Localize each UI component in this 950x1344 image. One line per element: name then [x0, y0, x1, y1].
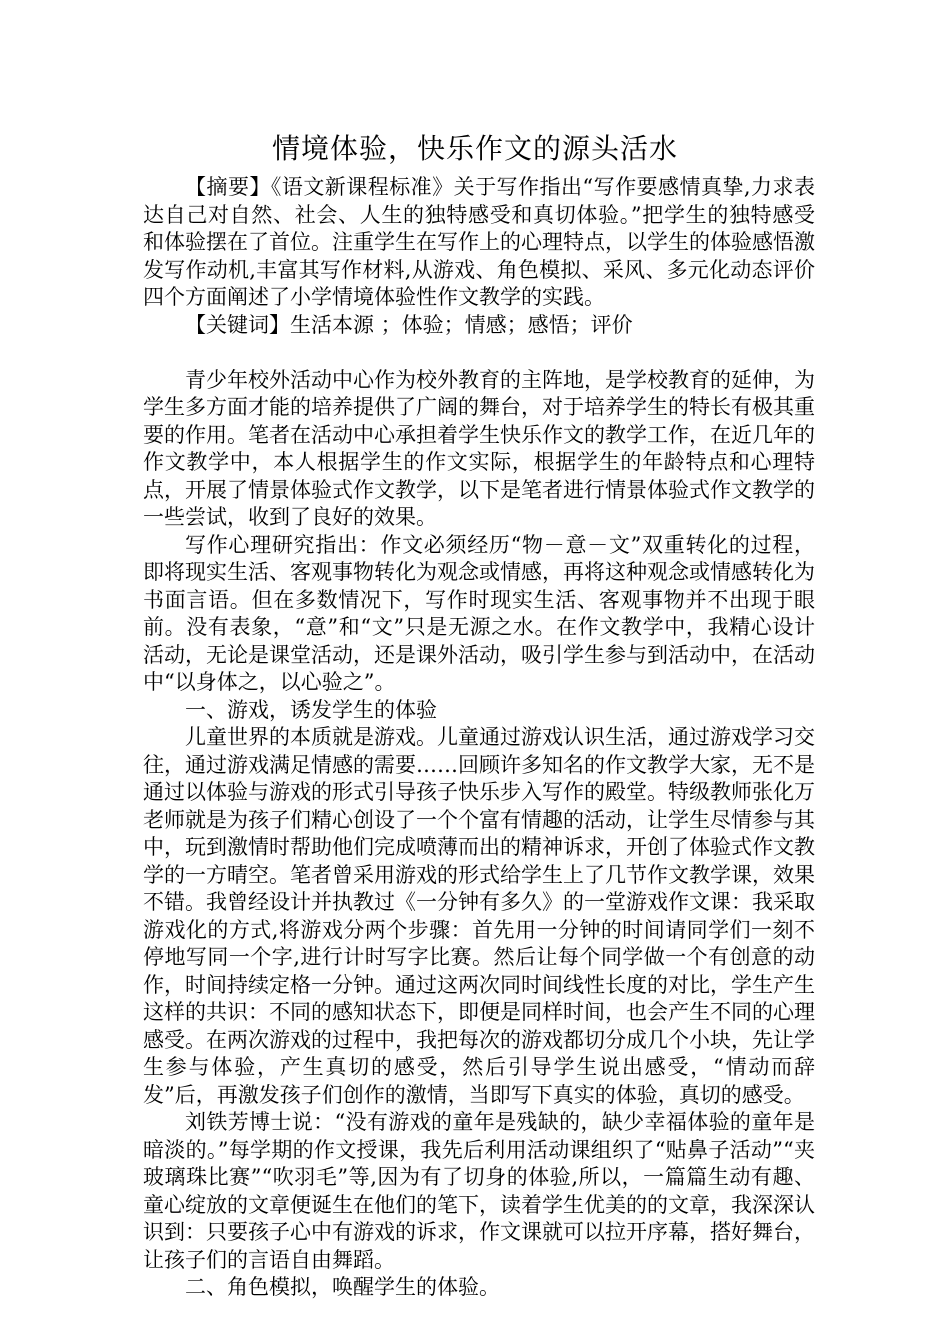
section-heading: 一、游戏，诱发学生的体验	[185, 697, 437, 722]
body-paragraph: 儿童世界的本质就是游戏。儿童通过游戏认识生活，通过游戏学习交往，通过游戏满足情感的需要……回顾许多知名的作文教学大家，无不是通过以体验与游戏的形式引导孩子快乐步入写作的殿堂。特级教师张化万老师就是为孩子们精心创设了一个个富有情趣的活动，让学生尽情参与其中，玩到激情时帮助他们完成喷薄而出的精神诉求，开创了体验式作文教学的一方晴空。笔者曾采用游戏的形式给学生上了几节作文教学课，效果不错。我曾经设计并执教过《一分钟有多久》的一堂游戏作文课：我采取游戏化的方式,将游戏分两个步骤：首先用一分钟的时间请同学们一刻不停地写同一个字,进行计时写字比赛。然后让每个同学做一个有创意的动作，时间持续定格一分钟。通过这两次同时间线性长度的对比，学生产生这样的共识：不同的感知状态下，即便是同样时间，也会产生不同的心理感受。在两次游戏的过程中，我把每次的游戏都切分成几个小块，先让学生参与体验，产生真切的感受，然后引导学生说出感受，“情动而辞发”后，再激发孩子们创作的激情，当即写下真实的体验，真切的感受。	[143, 725, 815, 1107]
keywords-paragraph: 【关键词】生活本源 ；体验；情感；感悟；评价	[185, 312, 633, 337]
body-paragraph: 刘铁芳博士说：“没有游戏的童年是残缺的，缺少幸福体验的童年是暗淡的。”每学期的作文授课，我先后利用活动课组织了“贴鼻子活动”“夹玻璃珠比赛”“吹羽毛”等,因为有了切身的体验,所以，一篇篇生动有趣、童心绽放的文章便诞生在他们的笔下，读着学生优美的的文章，我深深认识到：只要孩子心中有游戏的诉求，作文课就可以拉开序幕，搭好舞台，让孩子们的言语自由舞蹈。	[143, 1110, 815, 1272]
abstract-paragraph: 【摘要】《语文新课程标准》关于写作指出“写作要感情真挚,力求表达自己对自然、社会、人生的独特感受和真切体验。”把学生的独特感受和体验摆在了首位。注重学生在写作上的心理特点，以学生的体验感悟激发写作动机,丰富其写作材料,从游戏、角色模拟、采风、多元化动态评价四个方面阐述了小学情境体验性作文教学的实践。	[143, 175, 815, 309]
document-title: 情境体验，快乐作文的源头活水	[271, 132, 678, 165]
body-paragraph: 青少年校外活动中心作为校外教育的主阵地，是学校教育的延伸，为学生多方面才能的培养提供了广阔的舞台，对于培养学生的特长有极其重要的作用。笔者在活动中心承担着学生快乐作文的教学工作，在近几年的作文教学中，本人根据学生的作文实际，根据学生的年龄特点和心理特点，开展了情景体验式作文教学，以下是笔者进行情景体验式作文教学的一些尝试，收到了良好的效果。	[143, 367, 815, 529]
body-paragraph: 写作心理研究指出：作文必须经历“物－意－文”双重转化的过程，即将现实生活、客观事物转化为观念或情感，再将这种观念或情感转化为书面言语。但在多数情况下，写作时现实生活、客观事物并不出现于眼前。没有表象，“意”和“文”只是无源之水。在作文教学中，我精心设计活动，无论是课堂活动，还是课外活动，吸引学生参与到活动中，在活动中“以身体之，以心验之”。	[143, 532, 815, 694]
blank-line	[143, 339, 815, 367]
section-heading: 二、角色模拟，唤醒学生的体验。	[185, 1275, 500, 1299]
document-body	[143, 174, 815, 1302]
